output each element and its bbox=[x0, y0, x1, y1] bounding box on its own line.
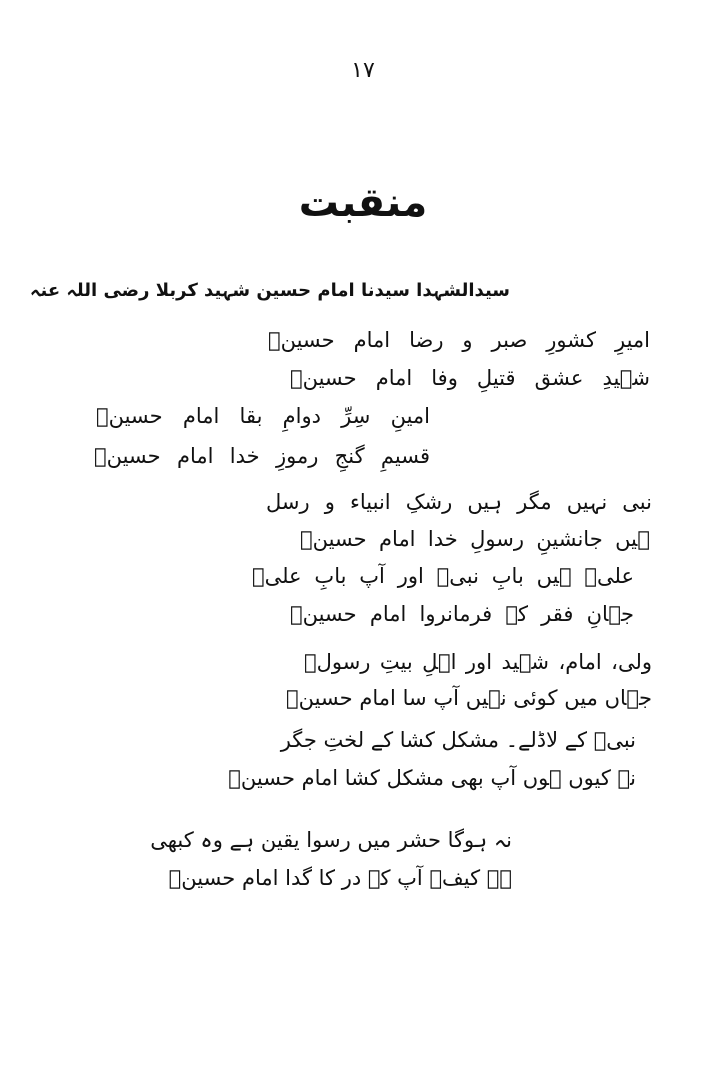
poem-line-5: نبی نہیں مگر ہیں رشکِ انبیاء و رسل bbox=[266, 490, 652, 514]
poem-dedication: سیدالشہدا سیدنا امام حسین شہید کربلا رضی اللہ عنہ bbox=[29, 280, 510, 301]
page-number: ۱۷ bbox=[351, 58, 375, 83]
poem-line-2: شہیدِ عشق قتیلِ وفا امام حسینؑ bbox=[290, 366, 650, 390]
poem-line-4: قسیمِ گنجِ رموزِ خدا امام حسینؑ bbox=[94, 444, 430, 468]
page-title: منقبت bbox=[298, 180, 428, 226]
poem-line-13: نہ ہوگا حشر میں رسوا یقین ہے وہ کبھی bbox=[150, 828, 512, 852]
poem-line-1: امیرِ کشورِ صبر و رضا امام حسینؑ bbox=[268, 328, 650, 352]
poem-line-7: علیؑ ہیں بابِ نبیؐ اور آپ بابِ علیؓ bbox=[252, 564, 634, 588]
poem-line-12: نہ کیوں ہوں آپ بھی مشکل کشا امام حسینؓ bbox=[228, 766, 636, 790]
poem-line-8: جہانِ فقر کے فرمانروا امام حسینؑ bbox=[290, 602, 634, 626]
poem-line-6: ہیں جانشینِ رسولِ خدا امام حسینؑ bbox=[300, 527, 650, 551]
poem-line-14: ہے کیفؔ آپ کے در کا گدا امام حسینؑ bbox=[168, 866, 512, 890]
poem-line-3: امینِ سِرِّ دوامِ بقا امام حسینؑ bbox=[96, 404, 430, 428]
poem-line-9: ولی، امام، شہید اور اہلِ بیتِ رسولؐ bbox=[304, 650, 652, 674]
poem-line-10: جہاں میں کوئی نہیں آپ سا امام حسینؓ bbox=[286, 686, 652, 710]
poem-line-11: نبیؐ کے لاڈلے۔ مشکل کشا کے لختِ جگر bbox=[280, 728, 636, 752]
